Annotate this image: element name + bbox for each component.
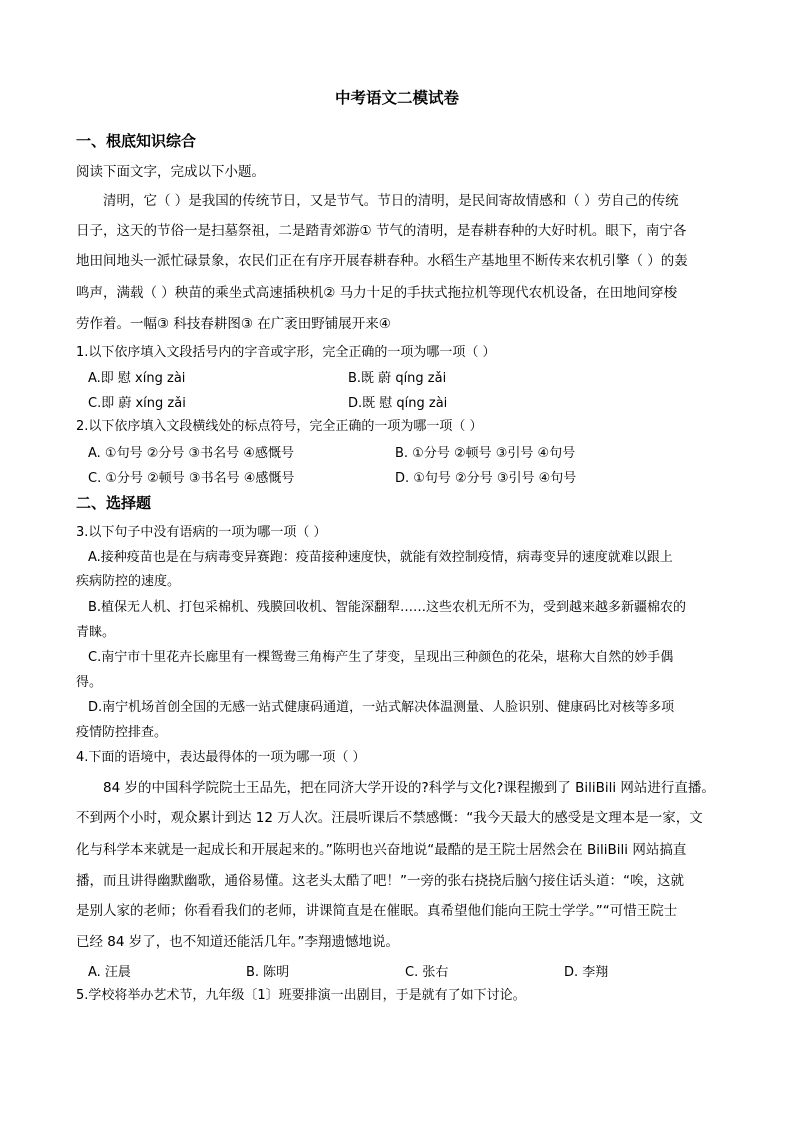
question-2-option-c: C. ①分号 ②顿号 ③书名号 ④感慨号 [88, 471, 295, 486]
question-1-option-a: A.即 慰 xíng zài [88, 371, 186, 386]
question-1-option-b: B.既 蔚 qíng zǎi [348, 371, 447, 386]
question-4-passage-line: 不到两个小时，观众累计到达 12 万人次。汪晨听课后不禁感慨：“我今天最大的感受是文理本是一家，文 [76, 810, 703, 826]
question-4-passage-line: 化与科学本来就是一起成长和开展起来的。”陈明也兴奋地说“最酷的是王院士居然会在 BiliBili 网站搞直 [76, 842, 687, 858]
question-4-option-c: C. 张右 [405, 965, 449, 980]
passage-line: 清明，它（ ）是我国的传统节日，又是节气。节日的清明，是民间寄故情感和（ ）劳自己的传统 [103, 193, 679, 209]
question-3-stem: 3.以下句子中没有语病的一项为哪一项（ ） [76, 525, 327, 540]
page-title: 中考语文二模试卷 [334, 89, 459, 107]
question-2-option-b: B. ①分号 ②顿号 ③引号 ④句号 [395, 446, 576, 461]
question-3-line: A.接种疫苗也是在与病毒变异赛跑：疫苗接种速度快，就能有效控制疫情，病毒变异的速度就难以跟上 [88, 550, 673, 565]
question-1-option-d: D.既 慰 qíng zài [348, 396, 448, 411]
question-4-stem: 4.下面的语境中，表达最得体的一项为哪一项（ ） [76, 750, 366, 765]
passage-line: 地田间地头一派忙碌景象，农民们正在有序开展春耕春种。水稻生产基地里不断传来农机引擎（ ）的轰 [76, 253, 688, 269]
question-2-option-a: A. ①句号 ②分号 ③书名号 ④感慨号 [88, 446, 294, 461]
question-2-option-d: D. ①句号 ②分号 ③引号 ④句号 [395, 471, 577, 486]
question-4-option-b: B. 陈明 [246, 965, 290, 980]
question-4-option-d: D. 李翔 [564, 965, 609, 980]
question-4-passage-line: 84 岁的中国科学院院士王品先，把在同济大学开设的?科学与文化?课程搬到了 BiliBili 网站进行直播。 [103, 780, 715, 796]
question-4-passage-line: 播，而且讲得幽默幽歌，通俗易懂。这老头太酷了吧！”一旁的张右挠挠后脑勺接住话头道：“唉，这就 [76, 873, 684, 889]
question-3-line: 青睐。 [76, 625, 116, 640]
question-1-option-c: C.即 蔚 xíng zǎi [88, 396, 186, 411]
question-3-line: 得。 [76, 675, 103, 690]
section-heading-1: 一、根底知识综合 [76, 132, 197, 150]
passage-line: 劳作着。一幅③ 科技春耕图③ 在广袤田野铺展开来④ [76, 316, 391, 332]
question-5-stem: 5.学校将举办艺术节，九年级〔1〕班要排演一出剧目，于是就有了如下讨论。 [76, 988, 526, 1003]
question-3-line: C.南宁市十里花卉长廊里有一棵鸳鸯三角梅产生了芽变，呈现出三种颜色的花朵，堪称大自然的妙手偶 [88, 650, 674, 665]
passage-line: 鸣声，满载（ ）秧苗的乘坐式高速插秧机② 马力十足的手扶式拖拉机等现代农机设备，在田地间穿梭 [76, 285, 678, 301]
question-1-stem: 1.以下依序填入文段括号内的字音或字形，完全正确的一项为哪一项（ ） [76, 345, 496, 360]
question-2-stem: 2.以下依序填入文段横线处的标点符号，完全正确的一项为哪一项（ ） [76, 419, 483, 434]
question-3-line: 疫情防控排查。 [76, 725, 168, 740]
question-3-line: 疾病防控的速度。 [76, 574, 181, 589]
section-heading-2: 二、选择题 [76, 494, 152, 512]
question-3-line: B.植保无人机、打包采棉机、残膜回收机、智能深翻犁……这些农机无所不为，受到越来越多新疆棉农的 [88, 600, 687, 615]
question-4-passage-line: 是别人家的老师；你看看我们的老师，讲课简直是在催眠。真希望他们能向王院士学学。”“可惜王院士 [76, 903, 678, 919]
intro-text: 阅读下面文字，完成以下小题。 [76, 164, 265, 180]
question-4-option-a: A. 汪晨 [88, 965, 131, 980]
passage-line: 日子，这天的节俗一是扫墓祭祖，二是踏青郊游① 节气的清明，是春耕春种的大好时机。眼下，南宁各 [76, 223, 687, 239]
question-3-line: D.南宁机场首创全国的无感一站式健康码通道，一站式解决体温测量、人脸识别、健康码比对核等多项 [88, 700, 675, 715]
question-4-passage-line: 已经 84 岁了，也不知道还能活几年。”李翔遗憾地说。 [76, 934, 400, 950]
